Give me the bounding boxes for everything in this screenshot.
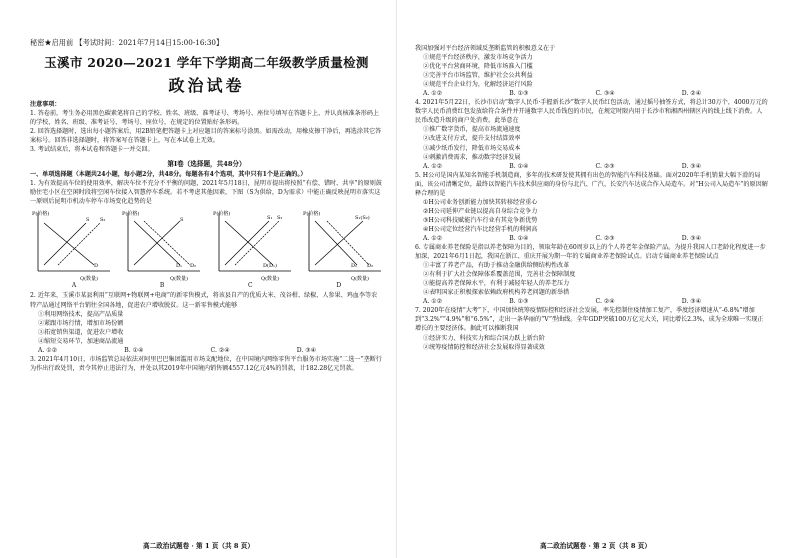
q3-item: ①规范平台经济秩序，激发市场竞争活力: [423, 54, 533, 62]
option: B. ①③: [509, 298, 529, 306]
option: B. ①③: [509, 90, 529, 98]
q2-item: ③拓宽销售渠道，促进农户增收: [38, 328, 124, 336]
graph-label: A: [71, 282, 77, 290]
option: A. ①②: [423, 234, 443, 242]
q3-item: ③完善平台市场监管，维护社会公共利益: [423, 72, 533, 80]
question-5: 5. H公司是国内某知名智能手机制造商，多年的技术研发使其拥有出色的智能汽车科技基础。面对2020年手机销量大幅下滑的局面，该公司清晰定位，最终以智能汽车技术供应商的身份与北汽、广汽、长安汽车达成合作入局造车。对“H公司入局造车”的原因解释合理的是: [415, 171, 768, 197]
q5-item: ③H公司科技赋能汽车行业有其竞争新优势: [423, 216, 538, 224]
notice-title: 注意事项：: [30, 101, 61, 108]
graph-b: [120, 209, 202, 281]
q3-options: [415, 89, 768, 98]
option: D. ③④: [681, 298, 702, 306]
axis-x-label: Q(数量): [80, 276, 99, 282]
q7-item: ①经济实力、科技实力和综合国力跃上新台阶: [423, 334, 545, 342]
graph-d: [301, 209, 383, 281]
option: A. ①②: [423, 298, 443, 306]
page-footer: 高二政治试题卷 · 第 1 页（共 8 页）: [143, 542, 254, 550]
option: A. ①②: [38, 346, 58, 354]
page-footer: 高二政治试题卷 · 第 2 页（共 8 页）: [540, 542, 651, 550]
q3-item: ②优化平台营商环境，降低市场准入门槛: [423, 63, 533, 71]
option: A. ①②: [423, 90, 443, 98]
graph-label: D: [336, 282, 342, 290]
graph-label: B: [159, 282, 165, 290]
option: B. ①④: [509, 162, 529, 170]
q2-options: [30, 346, 383, 355]
q3-item: ④规范平台企业行为，化解经济运行风险: [423, 81, 533, 89]
notice-item: 1. 答卷前，考生务必用黑色碳素笔将自己的学校、姓名、班级、准考证号、考场号、座位号填写在答题卡上，并认真核准条形码上的学校、姓名、班级、准考证号、考场号、座位号，在规定的位置贴好条形码。: [30, 110, 380, 127]
q6-item: ①丰富了养老产品，有助于推动金融供给侧结构性改革: [423, 262, 570, 270]
axis-x-label: Q(数量): [350, 276, 369, 282]
option: C. ②③: [595, 162, 615, 170]
axis-x-label: Q(数量): [170, 276, 189, 282]
question-1: 1. 为有效提高车位的使用效率，解决车位不充分不平衡的问题，2021年5月18日，昆明市提出将按照“有偿、错时、共享”的原则鼓励住宅小区在空闲时段将空闲车位接入智慧停车系统。若不考虑其他因素，下图（S为供给，D为需求）中能正确反映昆明市落实这一原则后昆明市机动车停车市场变化趋势的是: [30, 180, 382, 206]
axis-x-label: Q(数量): [260, 276, 279, 282]
option: C. ②④: [595, 298, 615, 306]
svg-text:D₂: D₂: [366, 263, 373, 270]
question-6: 6. 专属商业养老保险是指以养老保障为目的，领取年龄在60周岁以上的个人养老年金保险产品。为提升我国人口老龄化程度进一步加深，2021年6月1日起，我国在浙江、重庆开展为期一年的专属商业养老保险试点。启动专属商业养老保险试点: [415, 244, 766, 261]
notice-item: 3. 考试结束后，将本试卷和答题卡一并交回。: [30, 146, 154, 154]
question-3-continued: 我国加强对平台经济领域反垄断监管的积极意义在于: [415, 45, 556, 52]
svg-text:D(D₁): D(D₁): [262, 263, 277, 270]
graph-c: [211, 209, 293, 281]
option: B. ①④: [124, 346, 144, 354]
q6-item: ②有利于扩大社会保障体系覆盖范围，完善社会保障制度: [423, 271, 576, 279]
q5-options: [415, 234, 768, 243]
svg-text:S₂: S₂: [276, 215, 283, 222]
svg-text:S₁: S₁: [266, 215, 273, 222]
q2-item: ②紧跟市场行情，增加市场份额: [38, 319, 124, 327]
question-2: 2. 近年来，玉溪市某县利用“互联网+物联网+电商”的新零售模式，将该县自产的优质大米、茂谷柑、绿椒、人参果、鸡血李等农特产品通过网络平台销往全国各地，促进农户增收脱贫。这一新零售模式能够: [30, 292, 378, 309]
option: D. ③④: [681, 234, 702, 242]
graph-a: [30, 209, 112, 281]
q4-options: [415, 162, 768, 171]
svg-text:D₁: D₁: [350, 263, 357, 270]
q6-item: ④表明国家正积极探索依赖政府机构养老问题的新举措: [423, 289, 570, 297]
q4-item: ④刺激消费需求，推动数字经济发展: [423, 153, 521, 161]
option: D. ②④: [681, 90, 702, 98]
question-4: 4. 2021年5月22日，长沙市启动“数字人民币·手握新长沙”数字人民币红包活动，通过摇号抽签方式，将总计30万个，4000万元的数字人民币消费红包发放给符合条件并开通数字人民币钱包的市民，在规定时限内用于长沙市和湘西州辖区内的线上线下消费。人民币改造升级的商户处消费。此举意在: [415, 99, 768, 125]
option: D. ③④: [681, 162, 702, 170]
secret-line: 秘密★启用前 【考试时间：2021年7月14日15:00-16:30】: [30, 38, 224, 47]
exam-title: 玉溪市 2020—2021 学年下学期高二年级教学质量检测: [44, 55, 369, 70]
supply-demand-graphs: [30, 209, 383, 281]
svg-text:S₂: S₂: [100, 217, 106, 224]
subject-title: 政治试卷: [168, 76, 245, 95]
q5-item: ②H公司延伸产业链以提高自身综合竞争力: [423, 207, 538, 215]
axis-y-label: P(价格): [122, 211, 140, 218]
part1-title: 第Ⅰ卷（选择题，共48分）: [167, 160, 246, 169]
svg-text:D: D: [94, 263, 99, 270]
q4-item: ③减少纸币发行，降低市场交易成本: [423, 144, 521, 152]
option: B. ①④: [509, 234, 529, 242]
question-3: 3. 2021年4月10日，市场监管总局依法对阿里巴巴集团滥用市场支配地位，在中国境内网络零售平台服务市场实施“二选一”垄断行为作出行政处罚，责令其停止违法行为，并处以其2019年中国境内销售额4557.12亿元4%的罚款，计182.28亿元罚款。: [30, 355, 382, 372]
exam-page-2: [397, 0, 794, 558]
option: C. ②④: [210, 346, 230, 354]
svg-text:S₁(S₂): S₁(S₂): [354, 215, 370, 222]
q2-item: ①利用网络技术，提高产品质量: [38, 310, 124, 318]
svg-text:S: S: [180, 217, 184, 224]
notice-item: 2. 回答选择题时，选出每小题答案后，用2B铅笔把答题卡上对应题目的答案标号涂黑。如需改动，用橡皮擦干净后，再选涂其它答案标号。回答非选择题时，将答案写在答题卡上，写在本试卷上无效。: [30, 128, 382, 145]
q7-item: ②统筹疫情防控和经济社会发展取得显著成效: [423, 343, 545, 351]
graph-labels: [30, 282, 383, 289]
axis-y-label: P(价格): [302, 211, 321, 218]
section1-title: 一、单项选择题（本题共24小题，每小题2分，共48分。每题各有4个选项，其中只有1个是正确的。）: [30, 171, 307, 179]
graph-label: C: [248, 282, 253, 290]
option: D. ③④: [296, 346, 317, 354]
q6-options: [415, 297, 768, 306]
axis-y-label: P(价格): [32, 211, 50, 218]
q4-item: ②改进支付方式，提升支付结算效率: [423, 135, 521, 143]
question-7: 7. 2020年在疫情“大考”下，中国加快统筹疫情防控和经济社会发展，率先控制住疫情加工复产，季度经济增速从“-6.8%”增加到“3.2%”“4.9%”和“6.5%”，走出一条华丽的“V”型曲线。全年GDP突破100万亿元大关，同比增长2.3%，成为全球唯一实现正增长的主要经济体。据此可以推断我国: [415, 307, 764, 333]
q2-item: ④缩短交易环节，加速商品流通: [38, 337, 124, 345]
svg-text:S: S: [86, 217, 90, 224]
option: C. ③④: [595, 90, 615, 98]
q6-item: ③能提高养老保障水平，有利于减轻年轻人的养老压力: [423, 280, 570, 288]
q5-item: ④H公司定位经营汽车比经营手机的利润高: [423, 225, 538, 233]
option: A. ①②: [423, 162, 443, 170]
svg-text:D₂: D₂: [190, 263, 197, 270]
axis-y-label: P(价格): [212, 211, 230, 218]
svg-text:D₁: D₁: [176, 263, 183, 270]
option: C. ②③: [595, 234, 615, 242]
q5-item: ①H公司业务创新能力加快其转移经营重心: [423, 198, 538, 206]
q4-item: ①推广数字货币，提高市场流通速度: [423, 126, 521, 134]
